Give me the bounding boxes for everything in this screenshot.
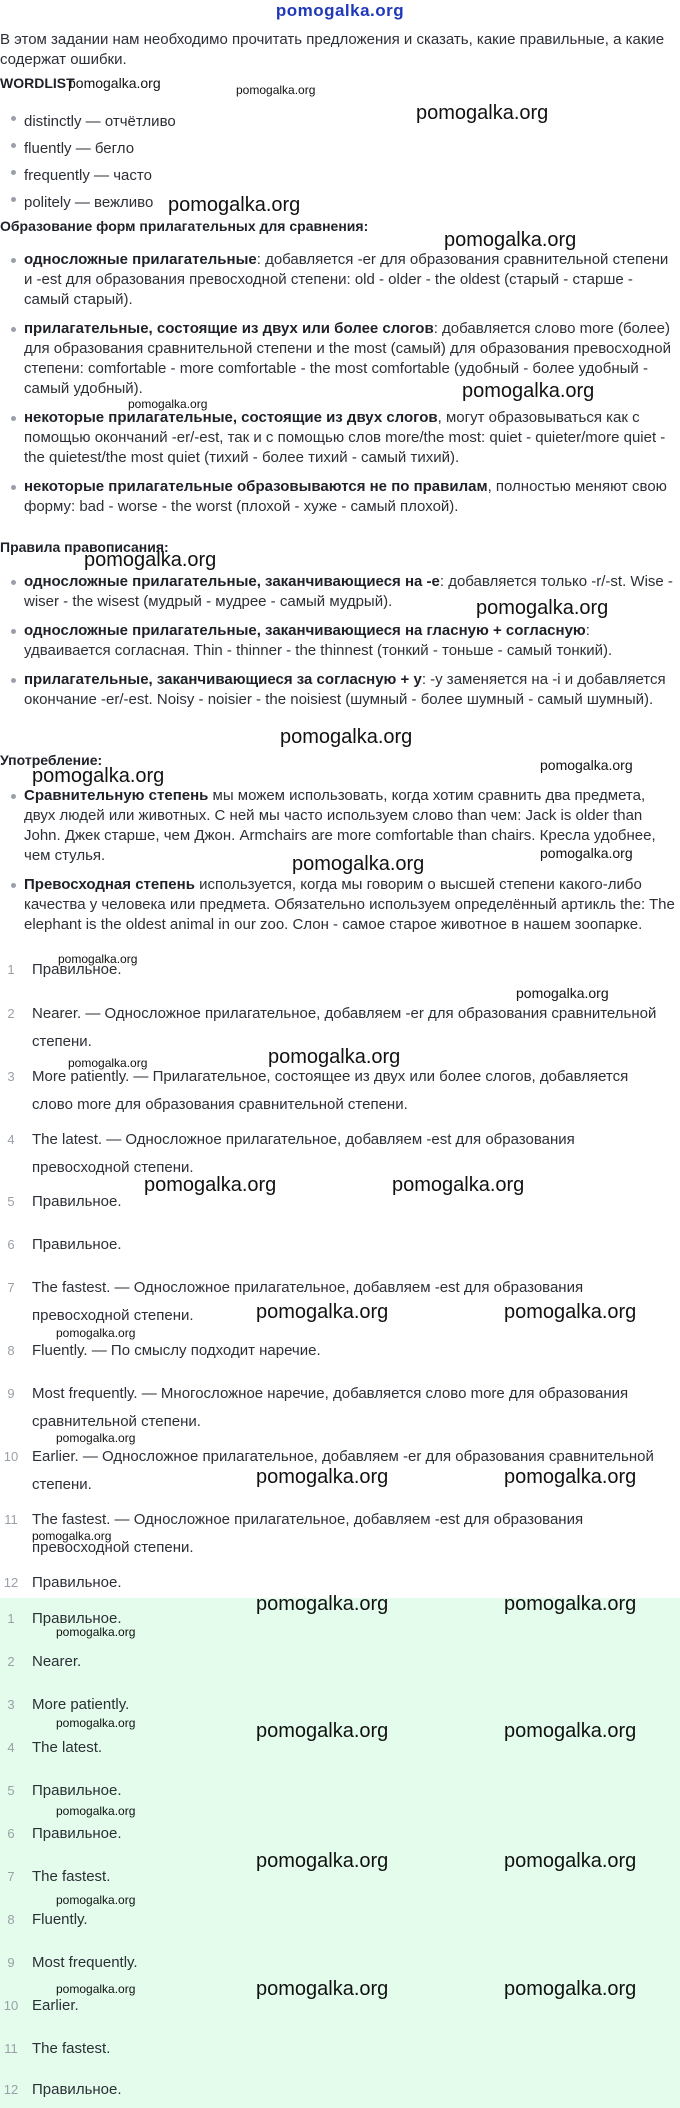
watermark: pomogalka.org xyxy=(256,1978,389,2000)
item-text: Most frequently. xyxy=(32,1954,138,1971)
rule-text: : -y заменяется на -i и добавляется окончание -er/-est. Noisy - noisier - the noisiest (шумный - более шумный - самый шумный). xyxy=(24,671,666,708)
watermark: pomogalka.org xyxy=(504,1593,637,1615)
item-number: 6 xyxy=(7,1237,15,1252)
watermark: pomogalka.org xyxy=(256,1593,389,1615)
item-number: 1 xyxy=(7,1611,15,1626)
rule-term: односложные прилагательные xyxy=(24,251,257,268)
rule-term: Превосходная степень xyxy=(24,876,195,893)
watermark: pomogalka.org xyxy=(256,1850,389,1872)
rule-term: некоторые прилагательные образовываются не по правилам xyxy=(24,478,488,495)
answer-item xyxy=(0,2076,680,2104)
rule-text: : добавляется слово more (более) для образования сравнительной степени и the most (самый) для образования превосходной степени: comfortable - more comfortable - the most comfortable (удобный - более удобный - самый удобный). xyxy=(24,320,671,397)
item-text: The latest. xyxy=(32,1739,103,1756)
forms-title: Образование форм прилагательных для сравнения: xyxy=(0,218,369,234)
watermark: pomogalka.org xyxy=(516,985,609,1001)
watermark: pomogalka.org xyxy=(236,83,316,97)
watermark: pomogalka.org xyxy=(504,1720,637,1742)
spelling-list xyxy=(0,572,676,719)
wordlist-title: WORDLIST xyxy=(0,75,75,91)
item-number: 12 xyxy=(3,1575,19,1590)
spelling-title: Правила правописания: xyxy=(0,539,169,555)
watermark: pomogalka.org xyxy=(56,1804,136,1818)
rule-term: односложные прилагательные, заканчивающиеся на -e xyxy=(24,573,440,590)
item-number: 3 xyxy=(7,1069,15,1084)
item-number: 4 xyxy=(7,1740,15,1755)
watermark: pomogalka.org xyxy=(32,1529,112,1543)
explanation-item xyxy=(0,1231,680,1259)
item-number: 2 xyxy=(7,1654,15,1669)
watermark: pomogalka.org xyxy=(84,549,217,571)
answer-item xyxy=(0,2035,680,2063)
item-text: Fluently. xyxy=(32,1911,88,1928)
item-number: 5 xyxy=(7,1783,15,1798)
watermark: pomogalka.org xyxy=(504,1301,637,1323)
item-text: Правильное. xyxy=(32,1610,122,1627)
rule-text: : удваивается согласная. Thin - thinner - the thinnest (тонкий - тоньше - самый тонкий). xyxy=(24,622,613,659)
item-number: 9 xyxy=(7,1955,15,1970)
list-item: politely — вежливо xyxy=(0,189,676,216)
watermark: pomogalka.org xyxy=(540,757,633,773)
list-item xyxy=(0,875,676,935)
watermark: pomogalka.org xyxy=(56,1893,136,1907)
item-text: Правильное. xyxy=(32,961,122,978)
watermark: pomogalka.org xyxy=(32,765,165,787)
explanation-item xyxy=(0,1126,680,1182)
item-text: Earlier. xyxy=(32,1997,79,2014)
watermark: pomogalka.org xyxy=(56,1625,136,1639)
watermark: pomogalka.org xyxy=(462,380,595,402)
list-item: distinctly — отчётливо xyxy=(0,108,676,135)
watermark: pomogalka.org xyxy=(256,1301,389,1323)
explanation-item xyxy=(0,1188,680,1216)
item-text: More patiently. xyxy=(32,1696,130,1713)
watermark: pomogalka.org xyxy=(256,1720,389,1742)
item-text: The fastest. — Односложное прилагательное, добавляем -est для образования превосходной степени. xyxy=(32,1279,584,1324)
watermark: pomogalka.org xyxy=(56,1982,136,1996)
watermark: pomogalka.org xyxy=(68,75,161,91)
item-number: 4 xyxy=(7,1132,15,1147)
item-number: 8 xyxy=(7,1343,15,1358)
item-number: 1 xyxy=(7,962,15,977)
item-number: 2 xyxy=(7,1006,15,1021)
item-text: Правильное. xyxy=(32,1825,122,1842)
answer-item xyxy=(0,1648,680,1676)
usage-title: Употребление: xyxy=(0,752,103,768)
rule-text: , могут образовываться как с помощью окончаний -er/-est, так и с помощью слов more/the most: quiet - quieter/more quiet - the quietest/the most quiet (тихий - более тихий - самый тихий). xyxy=(24,409,666,466)
watermark: pomogalka.org xyxy=(56,1716,136,1730)
watermark: pomogalka.org xyxy=(540,845,633,861)
watermark: pomogalka.org xyxy=(476,597,609,619)
item-text: Правильное. xyxy=(32,1193,122,1210)
item-text: The latest. — Односложное прилагательное, добавляем -est для образования превосходной степени. xyxy=(32,1131,575,1176)
watermark: pomogalka.org xyxy=(144,1174,277,1196)
watermark: pomogalka.org xyxy=(256,1466,389,1488)
item-number: 11 xyxy=(4,2041,18,2056)
item-text: More patiently. — Прилагательное, состоящее из двух или более слогов, добавляется слово more для образования сравнительной степени. xyxy=(32,1068,629,1113)
item-number: 3 xyxy=(7,1697,15,1712)
item-text: The fastest. xyxy=(32,2040,111,2057)
item-text: Nearer. xyxy=(32,1653,82,1670)
watermark: pomogalka.org xyxy=(416,102,549,124)
item-number: 5 xyxy=(7,1194,15,1209)
watermark: pomogalka.org xyxy=(292,853,425,875)
watermark: pomogalka.org xyxy=(268,1046,401,1068)
watermark: pomogalka.org xyxy=(56,1431,136,1445)
item-number: 11 xyxy=(4,1512,18,1527)
item-text: Правильное. xyxy=(32,1236,122,1253)
list-item: fluently — бегло xyxy=(0,135,676,162)
intro-text: В этом задании нам необходимо прочитать предложения и сказать, какие правильные, а какие содержат ошибки. xyxy=(0,31,665,68)
item-number: 10 xyxy=(3,1449,19,1464)
rule-term: односложные прилагательные, заканчивающиеся на гласную + согласную xyxy=(24,622,586,639)
watermark: pomogalka.org xyxy=(280,726,413,748)
answer-item xyxy=(0,1820,680,1848)
watermark: pomogalka.org xyxy=(504,1466,637,1488)
item-number: 8 xyxy=(7,1912,15,1927)
list-item xyxy=(0,670,676,710)
item-number: 7 xyxy=(7,1280,15,1295)
item-number: 10 xyxy=(3,1998,19,2013)
item-text: The fastest. — Односложное прилагательное, добавляем -est для образования превосходной степени. xyxy=(32,1511,584,1556)
rule-term: прилагательные, состоящие из двух или более слогов xyxy=(24,320,434,337)
item-number: 7 xyxy=(7,1869,15,1884)
item-number: 12 xyxy=(3,2082,19,2097)
list-item xyxy=(0,477,676,517)
list-item xyxy=(0,408,676,468)
watermark: pomogalka.org xyxy=(56,1326,136,1340)
item-text: Правильное. xyxy=(32,2081,122,2098)
watermark: pomogalka.org xyxy=(58,952,138,966)
rule-term: Сравнительную степень xyxy=(24,787,209,804)
brand-logo[interactable]: pomogalka.org xyxy=(275,1,405,20)
item-text: Most frequently. — Многосложное наречие, добавляется слово more для образования сравнительной степени. xyxy=(32,1385,629,1430)
watermark: pomogalka.org xyxy=(392,1174,525,1196)
rule-text: , полностью меняют свою форму: bad - worse - the worst (плохой - хуже - самый плохой). xyxy=(24,478,667,515)
answer-item xyxy=(0,1949,680,1977)
rule-text: : добавляется только -r/-st. Wise - wiser - the wisest (мудрый - мудрее - самый мудрый). xyxy=(24,573,673,610)
rule-text: используется, когда мы говорим о высшей степени какого-либо качества у человека или предмета. Обязательно используем определённый артикль the: The elephant is the oldest animal in our zoo. Слон - самое старое животное в нашем зоопарке. xyxy=(24,876,675,933)
answer-item xyxy=(0,1906,680,1934)
rule-term: прилагательные, заканчивающиеся за согласную + y xyxy=(24,671,422,688)
watermark: pomogalka.org xyxy=(128,397,208,411)
list-item: frequently — часто xyxy=(0,162,676,189)
watermark: pomogalka.org xyxy=(168,194,301,216)
watermark: pomogalka.org xyxy=(504,1978,637,2000)
rule-text: мы можем использовать, когда хотим сравнить два предмета, двух людей или животных. С ней мы часто используем слово than чем: Jack is older than John. Джек старше, чем Джон. Armchairs are more comfortable than chairs. Кресла удобнее, чем стулья. xyxy=(24,787,656,864)
rule-text: : добавляется -er для образования сравнительной степени и -est для образования превосходной степени: old - older - the oldest (старый - старше - самый старый). xyxy=(24,251,669,308)
list-item xyxy=(0,621,676,661)
watermark: pomogalka.org xyxy=(68,1056,148,1070)
item-text: Правильное. xyxy=(32,1782,122,1799)
item-text: The fastest. xyxy=(32,1868,111,1885)
wordlist xyxy=(0,108,676,216)
item-number: 9 xyxy=(7,1386,15,1401)
watermark: pomogalka.org xyxy=(444,229,577,251)
item-number: 6 xyxy=(7,1826,15,1841)
item-text: Earlier. — Односложное прилагательное, добавляем -er для образования сравнительной степени. xyxy=(32,1448,654,1493)
list-item xyxy=(0,250,676,310)
watermark: pomogalka.org xyxy=(504,1850,637,1872)
item-text: Fluently. — По смыслу подходит наречие. xyxy=(32,1342,321,1359)
item-text: Правильное. xyxy=(32,1574,122,1591)
item-text: Nearer. — Односложное прилагательное, добавляем -er для образования сравнительной степени. xyxy=(32,1005,657,1050)
rule-term: некоторые прилагательные, состоящие из двух слогов xyxy=(24,409,438,426)
